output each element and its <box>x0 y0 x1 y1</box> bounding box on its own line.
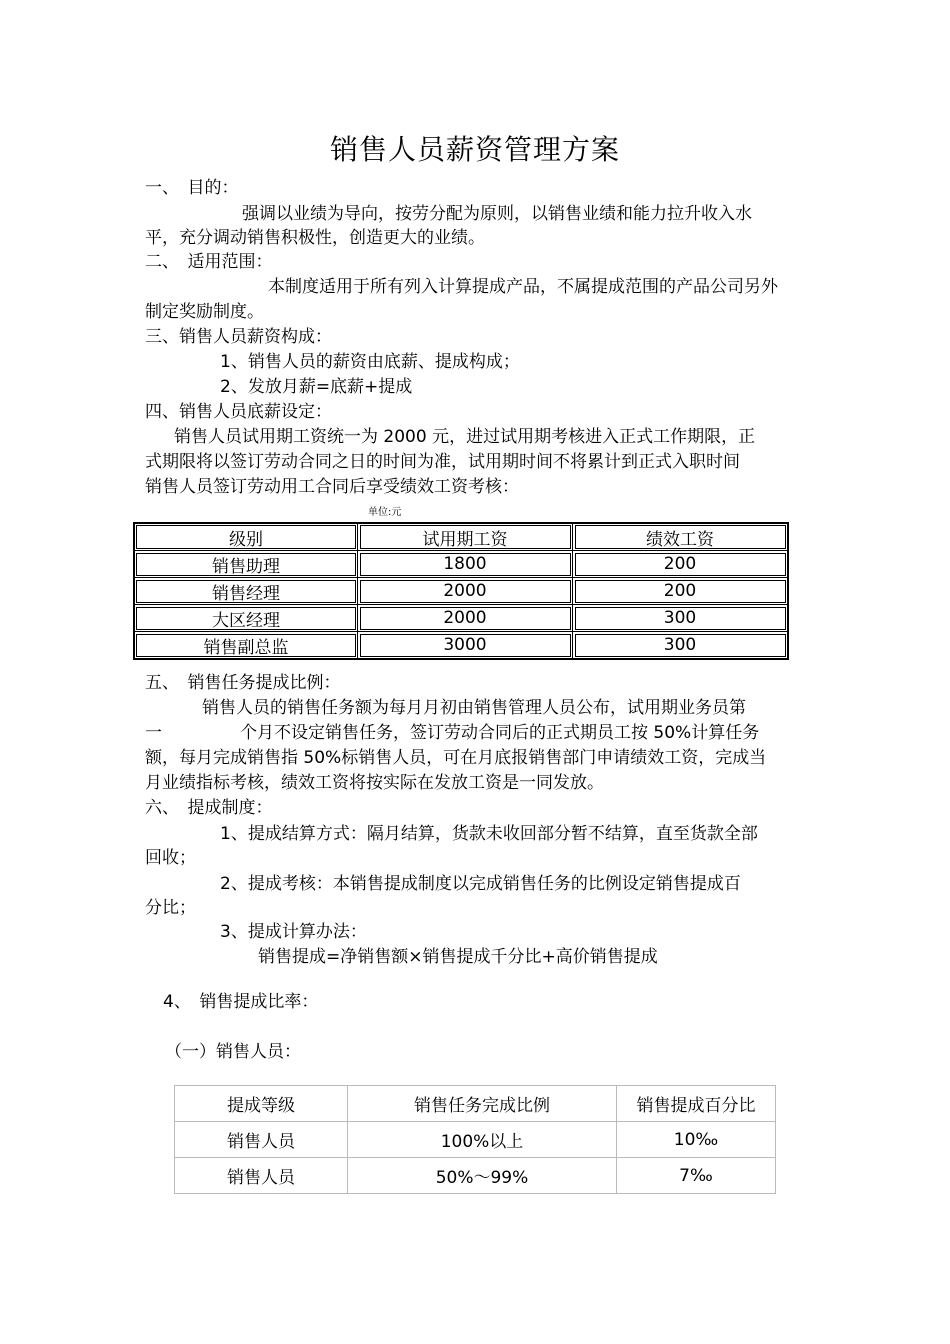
section-6-item: 回收； <box>145 848 196 868</box>
section-5-text-line: 一 <box>145 723 162 743</box>
section-5-text-line: 个月不设定销售任务，签订劳动合同后的正式期员工按 50%计算任务 <box>240 723 760 743</box>
table-row <box>134 605 788 632</box>
section-4-text-line: 销售人员签订劳动用工合同后享受绩效工资考核： <box>145 477 519 497</box>
section-1-text-line: 平，充分调动销售积极性，创造更大的业绩。 <box>145 228 485 248</box>
section-6-heading: 六、 提成制度： <box>145 798 273 818</box>
table-row <box>175 1158 776 1194</box>
table-cell: 3000 <box>358 632 573 660</box>
section-2-text-line: 制定奖励制度。 <box>145 302 264 322</box>
table-row <box>134 632 788 660</box>
table-header-cell: 级别 <box>134 523 358 551</box>
unit-label: 单位:元 <box>368 507 402 518</box>
table-row <box>134 551 788 578</box>
section-6-item: 3、提成计算办法： <box>220 922 367 942</box>
section-4-text-line: 销售人员试用期工资统一为 2000 元，进过试用期考核进入正式工作期限，正 <box>174 427 756 447</box>
section-5-text-line: 销售人员的销售任务额为每月月初由销售管理人员公布，试用期业务员第 <box>202 698 746 718</box>
section-3-item: 2、发放月薪=底薪+提成 <box>220 377 413 397</box>
table-header-cell: 销售提成百分比 <box>617 1086 776 1122</box>
table-header-cell: 试用期工资 <box>358 523 573 551</box>
formula-text: 销售提成=净销售额×销售提成千分比+高价销售提成 <box>258 947 658 967</box>
section-4-heading: 四、销售人员底薪设定： <box>145 402 332 422</box>
section-3-heading: 三、销售人员薪资构成： <box>145 327 332 347</box>
table-cell: 300 <box>573 632 789 660</box>
table-cell: 50%～99% <box>348 1158 617 1194</box>
table-cell: 销售助理 <box>134 551 358 578</box>
section-6-item: 分比； <box>145 898 196 918</box>
table-cell: 销售副总监 <box>134 632 358 660</box>
section-3-item: 1、销售人员的薪资由底薪、提成构成； <box>220 352 520 372</box>
table-cell: 300 <box>573 605 789 632</box>
table-cell: 2000 <box>358 578 573 605</box>
section-5-heading: 五、 销售任务提成比例： <box>145 673 341 693</box>
document-title: 销售人员薪资管理方案 <box>329 133 620 166</box>
table-cell: 100%以上 <box>348 1122 617 1158</box>
table-cell: 2000 <box>358 605 573 632</box>
table-cell: 销售人员 <box>175 1158 348 1194</box>
section-6-item: 2、提成考核：本销售提成制度以完成销售任务的比例设定销售提成百 <box>220 874 741 894</box>
table-row <box>175 1122 776 1158</box>
table-cell: 销售人员 <box>175 1122 348 1158</box>
table-cell: 10‰ <box>617 1122 776 1158</box>
table-cell: 大区经理 <box>134 605 358 632</box>
section-5-text-line: 月业绩指标考核，绩效工资将按实际在发放工资是一同发放。 <box>145 773 604 793</box>
section-1-text-line: 强调以业绩为导向，按劳分配为原则，以销售业绩和能力拉升收入水 <box>242 204 752 224</box>
table-header-cell: 销售任务完成比例 <box>348 1086 617 1122</box>
section-2-text-line: 本制度适用于所有列入计算提成产品，不属提成范围的产品公司另外 <box>268 277 778 297</box>
section-5-text-line: 额，每月完成销售指 50%标销售人员，可在月底报销售部门申请绩效工资，完成当 <box>145 748 767 768</box>
table-header-cell: 绩效工资 <box>573 523 789 551</box>
section-4-text-line: 式期限将以签订劳动合同之日的时间为准，试用期时间不将累计到正式入职时间 <box>145 452 740 472</box>
section-1-heading: 一、 目的： <box>145 178 239 198</box>
table-header-row <box>175 1086 776 1122</box>
commission-table <box>174 1085 776 1194</box>
table-cell: 200 <box>573 551 789 578</box>
table-cell: 销售经理 <box>134 578 358 605</box>
table-header-cell: 提成等级 <box>175 1086 348 1122</box>
subsection-heading: （一）销售人员： <box>165 1042 301 1062</box>
section-6-item: 4、 销售提成比率： <box>163 992 319 1012</box>
table-cell: 1800 <box>358 551 573 578</box>
table-cell: 7‰ <box>617 1158 776 1194</box>
salary-table <box>133 522 789 660</box>
table-cell: 200 <box>573 578 789 605</box>
table-header-row <box>134 523 788 551</box>
section-2-heading: 二、 适用范围： <box>145 252 273 272</box>
section-6-item: 1、提成结算方式：隔月结算，货款未收回部分暂不结算，直至货款全部 <box>220 824 758 844</box>
table-row <box>134 578 788 605</box>
